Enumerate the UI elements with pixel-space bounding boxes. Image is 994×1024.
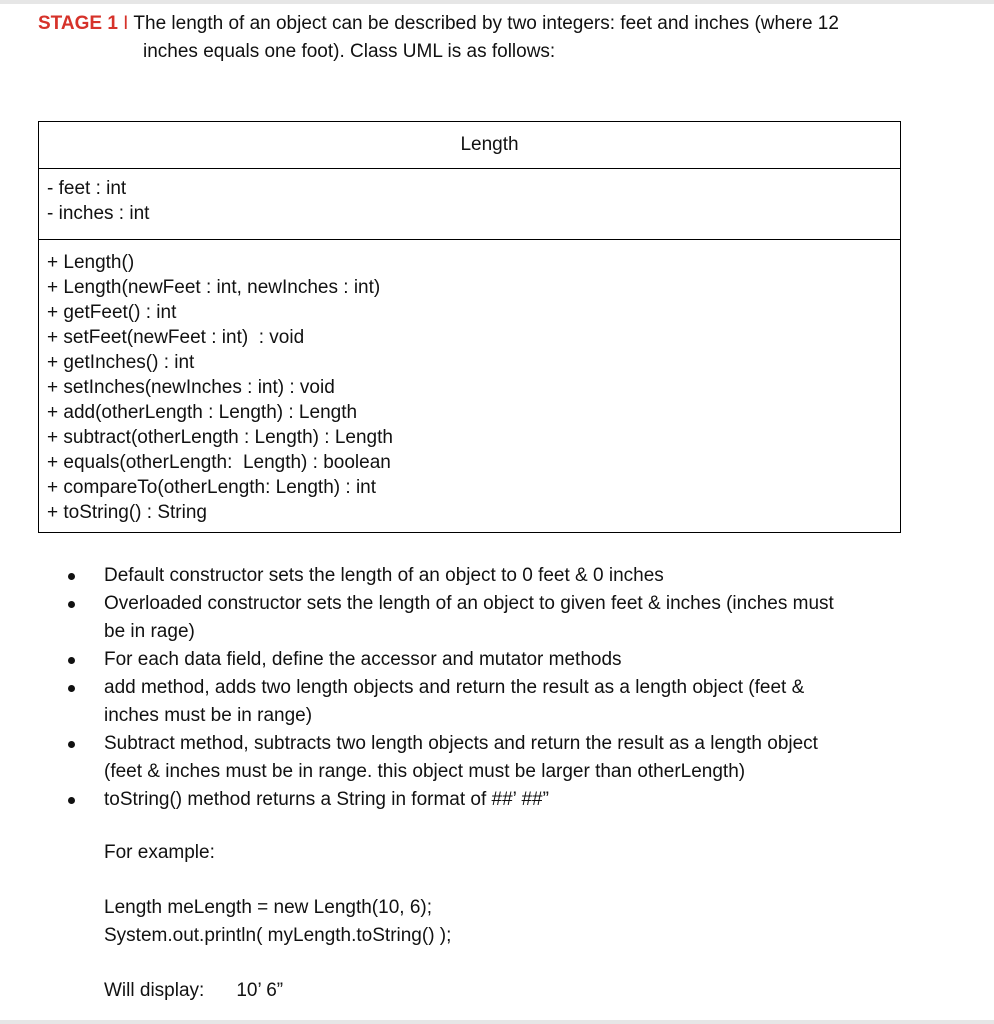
bullet-icon: [68, 741, 75, 748]
example-code: [104, 894, 451, 950]
list-item-text: For each data field, define the accessor and mutator methods: [104, 649, 622, 670]
bottom-rule: [0, 1020, 994, 1024]
example-output: [104, 977, 283, 1005]
bullet-icon: [68, 685, 75, 692]
list-item-text: inches must be in range): [104, 705, 313, 726]
uml-method: + subtract(otherLength : Length) : Length: [47, 427, 393, 448]
uml-method: + Length(newFeet : int, newInches : int): [47, 277, 381, 298]
list-item: [60, 786, 940, 814]
stage-label: STAGE 1: [38, 13, 118, 34]
uml-method: + setInches(newInches : int) : void: [47, 377, 335, 398]
list-item-text: add method, adds two length objects and return the result as a length object (feet &: [104, 677, 805, 698]
requirements-list: [60, 562, 940, 814]
list-item-text: be in rage): [104, 621, 195, 642]
uml-class-diagram: [38, 121, 901, 533]
code-line: System.out.println( myLength.toString() );: [104, 925, 452, 946]
list-item-text: toString() method returns a String in format of ##’ ##”: [104, 789, 549, 810]
uml-method: + add(otherLength : Length) : Length: [47, 402, 358, 423]
uml-methods-section: [39, 240, 900, 532]
bullet-icon: [68, 601, 75, 608]
uml-method: + Length(): [47, 252, 135, 273]
list-item: [60, 646, 940, 674]
uml-class-name: Length: [39, 122, 900, 169]
list-item: [60, 674, 940, 730]
code-line: Length meLength = new Length(10, 6);: [104, 897, 432, 918]
list-item: [60, 730, 940, 786]
top-rule: [0, 0, 994, 4]
uml-method: + equals(otherLength: Length) : boolean: [47, 452, 391, 473]
list-item-text: Subtract method, subtracts two length objects and return the result as a length object: [104, 733, 818, 754]
stage-heading: [38, 10, 938, 38]
uml-method: + getInches() : int: [47, 352, 195, 373]
bullet-icon: [68, 657, 75, 664]
stage-text-line1: The length of an object can be described by two integers: feet and inches (where 12: [133, 13, 839, 34]
display-label: Will display:: [104, 980, 205, 1001]
example-intro: For example:: [104, 842, 215, 863]
uml-field: - inches : int: [47, 203, 150, 224]
bullet-icon: [68, 797, 75, 804]
uml-method: + toString() : String: [47, 502, 207, 523]
uml-fields-section: [39, 169, 900, 240]
uml-method: + compareTo(otherLength: Length) : int: [47, 477, 377, 498]
list-item: [60, 562, 940, 590]
bullet-icon: [68, 573, 75, 580]
list-item-text: (feet & inches must be in range. this object must be larger than otherLength): [104, 761, 746, 782]
uml-field: - feet : int: [47, 178, 127, 199]
list-item: [60, 590, 940, 646]
list-item-text: Default constructor sets the length of an object to 0 feet & 0 inches: [104, 565, 664, 586]
list-item-text: Overloaded constructor sets the length of an object to given feet & inches (inches must: [104, 593, 834, 614]
stage-separator: I: [123, 13, 129, 34]
uml-method: + setFeet(newFeet : int) : void: [47, 327, 305, 348]
uml-method: + getFeet() : int: [47, 302, 177, 323]
display-value: 10’ 6”: [236, 980, 284, 1001]
stage-text-line2: inches equals one foot). Class UML is as follows:: [143, 41, 556, 62]
